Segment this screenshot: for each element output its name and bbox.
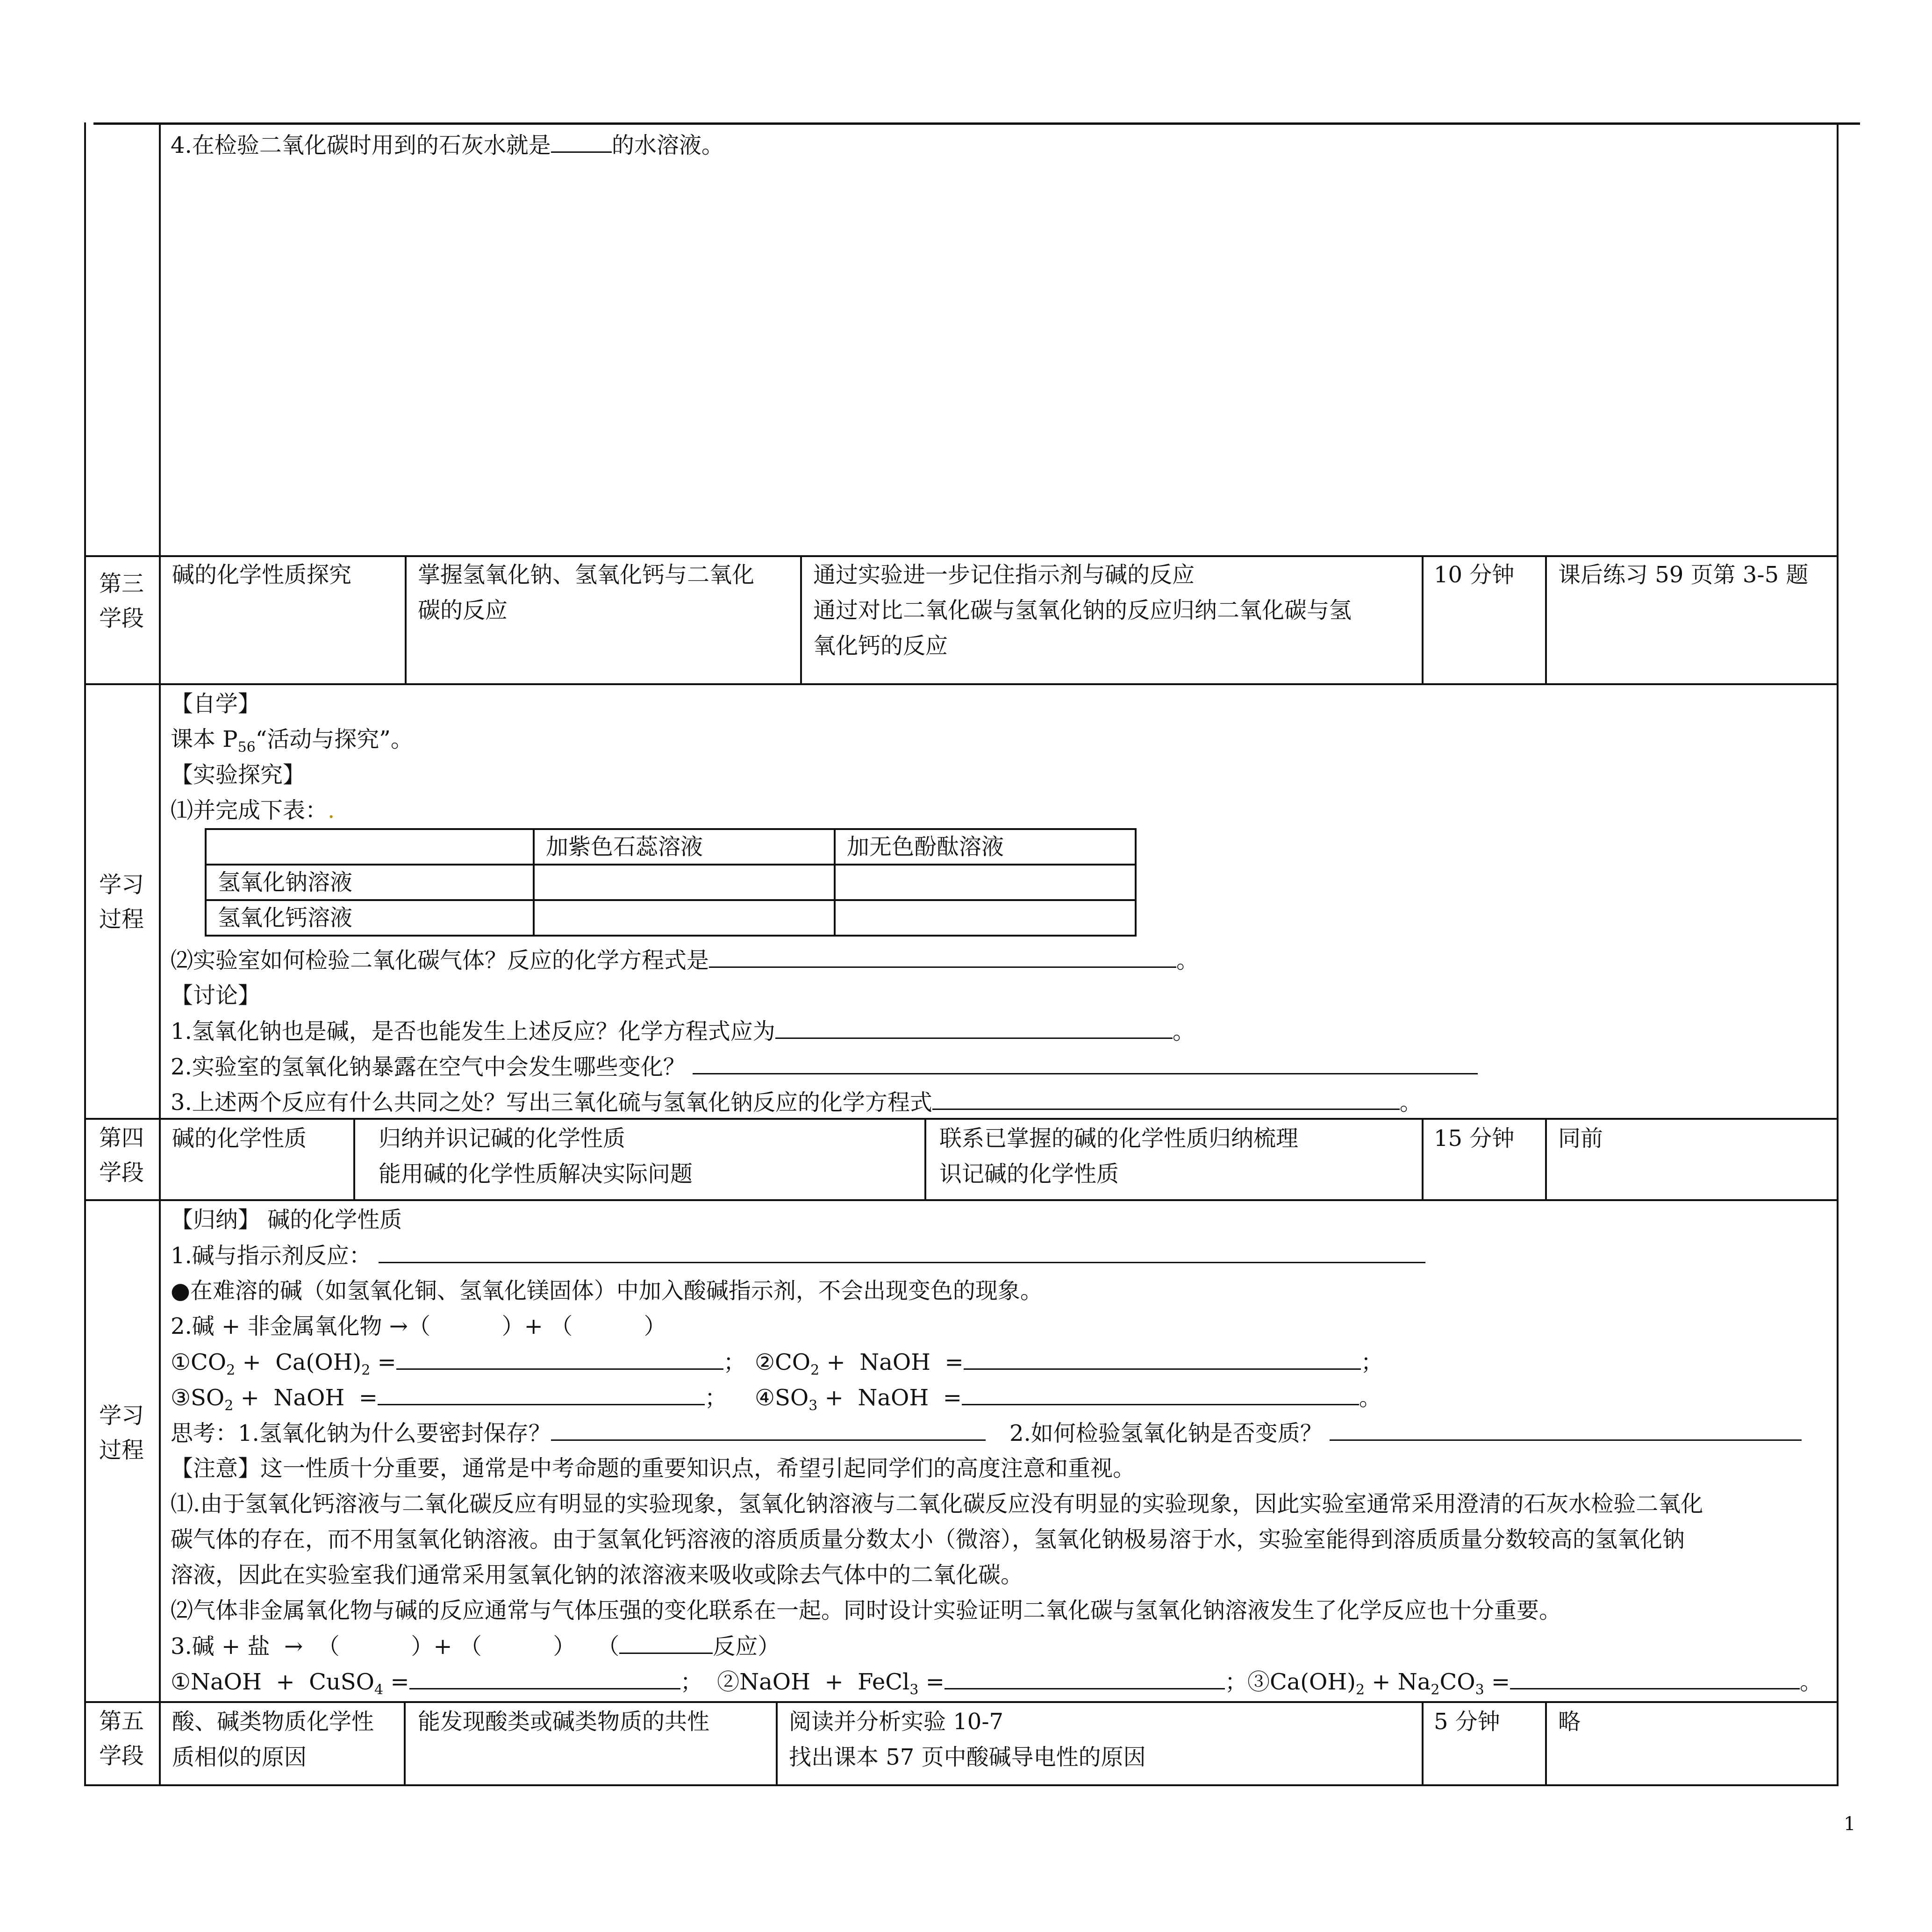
answer-blank[interactable] <box>709 942 1176 968</box>
answer-blank[interactable] <box>693 1049 1478 1074</box>
discussion-2: 2.实验室的氢氧化钠暴露在空气中会发生哪些变化？ <box>171 1049 1478 1085</box>
process-1-label: 学习 过程 <box>99 872 144 932</box>
stage-3-label: 第三 学段 <box>99 571 144 631</box>
stage-3-time: 10 分钟 <box>1434 562 1515 588</box>
stage-3-goal-line1: 掌握氢氧化钠、氢氧化钙与二氧化 <box>418 562 755 588</box>
experiment-heading: 【实验探究】 <box>171 762 306 788</box>
stage-5-label: 第五 学段 <box>99 1708 144 1769</box>
row-divider <box>84 1199 1839 1201</box>
stage-5-homework: 略 <box>1558 1709 1581 1735</box>
stage-5-goal: 能发现酸类或碱类物质的共性 <box>418 1709 710 1735</box>
col-divider <box>1422 1701 1424 1785</box>
equation-2: $②CO_2$ + NaOH = ； <box>755 1344 1383 1388</box>
col-divider <box>404 1701 406 1785</box>
summary-heading: 【归纳】 碱的化学性质 <box>171 1207 402 1233</box>
answer-blank[interactable] <box>619 1628 713 1654</box>
row-divider <box>84 1701 1839 1703</box>
table-row <box>206 865 1136 900</box>
property-2: 2.碱 + 非金属氧化物 →（ ）+ （ ） <box>171 1313 666 1339</box>
stage-3-topic: 碱的化学性质探究 <box>172 562 352 588</box>
stage-4-topic: 碱的化学性质 <box>172 1125 307 1152</box>
row-divider <box>84 683 1839 685</box>
think-question-2: 2.如何检验氢氧化钠是否变质？ <box>1009 1415 1802 1451</box>
col-divider <box>1422 555 1424 684</box>
col-divider <box>1545 1701 1547 1785</box>
table-row-label: 氢氧化钙溶液 <box>206 900 534 936</box>
salt-equations: ①NaOH + CuSO$_4$ = ； ②NaOH + FeCl$_3$ = ；$③Ca(OH)_2 + Na_2CO_3$ = 。 <box>171 1664 1822 1708</box>
stage-5-method-line1: 阅读并分析实验 10-7 <box>789 1709 1004 1735</box>
stage-3-method-line3: 氧化钙的反应 <box>813 633 948 659</box>
col-divider <box>776 1701 778 1785</box>
discussion-3: 3.上述两个反应有什么共同之处？写出三氧化硫与氢氧化钠反应的化学方程式 。 <box>171 1084 1422 1120</box>
table-right-border <box>1837 122 1839 1786</box>
note-2: ⑵气体非金属氧化物与碱的反应通常与气体压强的变化联系在一起。同时设计实验证明二氧化碳与氢氧化钠溶液发生了化学反应也十分重要。 <box>171 1597 1562 1624</box>
textbook-reference: 课本 $P_{56}“$活动与探究”。 <box>171 726 413 756</box>
note-1-line1: ⑴.由于氢氧化钙溶液与二氧化碳反应有明显的实验现象，氢氧化钠溶液与二氧化碳反应没有明显的实验现象，因此实验室通常采用澄清的石灰水检验二氧化 <box>171 1491 1703 1517</box>
table-cell[interactable] <box>534 900 835 936</box>
note-1-line3: 溶液，因此在实验室我们通常采用氢氧化钠的浓溶液来吸收或除去气体中的二氧化碳。 <box>171 1562 1023 1588</box>
page-number: 1 <box>1844 1813 1856 1835</box>
answer-blank[interactable] <box>409 1664 680 1689</box>
property-1: 1.碱与指示剂反应： <box>171 1238 1425 1274</box>
equation-3: $③SO_2$ + NaOH = ； <box>171 1380 727 1424</box>
note-1-line2: 碳气体的存在，而不用氢氧化钠溶液。由于氢氧化钙溶液的溶质质量分数太小（微溶），氢氧化钠极易溶于水，实验室能得到溶质质量分数较高的氢氧化钠 <box>171 1526 1685 1553</box>
stage-3-method-line1: 通过实验进一步记住指示剂与碱的反应 <box>813 562 1195 588</box>
table-header-cell: 加无色酚酞溶液 <box>835 829 1136 865</box>
table-cell <box>206 829 534 865</box>
stage-3-method-line2: 通过对比二氧化碳与氢氧化钠的反应归纳二氧化碳与氢 <box>813 597 1352 623</box>
table-bottom-border <box>84 1784 1839 1786</box>
table-cell[interactable] <box>835 865 1136 900</box>
table-cell[interactable] <box>534 865 835 900</box>
row-divider <box>84 1118 1839 1120</box>
col-divider <box>1545 1118 1547 1200</box>
answer-blank[interactable] <box>775 1013 1173 1039</box>
stage-column-divider <box>159 122 161 1786</box>
answer-blank[interactable] <box>932 1084 1400 1110</box>
col-divider <box>800 555 802 684</box>
stage-4-time: 15 分钟 <box>1434 1125 1515 1152</box>
answer-blank[interactable] <box>964 1344 1361 1370</box>
stage-4-goal-line1: 归纳并识记碱的化学性质 <box>379 1125 626 1152</box>
table-left-border <box>84 122 86 1786</box>
question-1: ⑴并完成下表：. <box>171 797 335 823</box>
stage-5-topic-line2: 质相似的原因 <box>172 1744 307 1770</box>
attention-note: 【注意】这一性质十分重要，通常是中考命题的重要知识点，希望引起同学们的高度注意和重视。 <box>171 1455 1136 1481</box>
stage-5-method-line2: 找出课本 57 页中酸碱导电性的原因 <box>789 1744 1146 1770</box>
answer-blank[interactable] <box>551 1415 986 1441</box>
answer-blank[interactable] <box>1330 1415 1802 1441</box>
table-cell[interactable] <box>835 900 1136 936</box>
answer-blank[interactable] <box>945 1664 1225 1689</box>
table-row-label: 氢氧化钠溶液 <box>206 865 534 900</box>
discussion-1: 1.氢氧化钠也是碱，是否也能发生上述反应？化学方程式应为 。 <box>171 1013 1195 1049</box>
equation-4: $④SO_3$ + NaOH = 。 <box>755 1380 1381 1424</box>
stage-4-goal-line2: 能用碱的化学性质解决实际问题 <box>379 1161 693 1187</box>
property-1-note: ●在难溶的碱（如氢氧化铜、氢氧化镁固体）中加入酸碱指示剂，不会出现变色的现象。 <box>171 1278 1043 1304</box>
question-4: 4.在检验二氧化碳时用到的石灰水就是 的水溶液。 <box>171 127 724 163</box>
stage-3-goal-line2: 碳的反应 <box>418 597 508 623</box>
answer-blank[interactable] <box>396 1344 723 1370</box>
property-3: 3.碱 + 盐 → （ ）+ （ ） （ 反应） <box>171 1628 780 1664</box>
answer-blank[interactable] <box>962 1380 1359 1405</box>
stage-4-homework: 同前 <box>1558 1125 1603 1152</box>
answer-blank[interactable] <box>379 1238 1425 1263</box>
think-question-1: 思考：1.氢氧化钠为什么要密封保存？ <box>171 1415 986 1451</box>
stage-5-time: 5 分钟 <box>1434 1709 1500 1735</box>
table-header-cell: 加紫色石蕊溶液 <box>534 829 835 865</box>
answer-blank[interactable] <box>378 1380 705 1405</box>
discussion-heading: 【讨论】 <box>171 982 261 1009</box>
stage-4-label: 第四 学段 <box>99 1125 144 1186</box>
stage-4-method-line1: 联系已掌握的碱的化学性质归纳梳理 <box>939 1125 1299 1152</box>
top-rule <box>93 122 1860 125</box>
question-2: ⑵实验室如何检验二氧化碳气体？反应的化学方程式是 。 <box>171 942 1199 978</box>
table-header-row <box>206 829 1136 865</box>
stage-3-homework: 课后练习 59 页第 3-5 题 <box>1558 562 1809 588</box>
equation-1: $①CO_2 + Ca(OH)_2$ = ； <box>171 1344 746 1388</box>
col-divider <box>353 1118 355 1200</box>
col-divider <box>405 555 407 684</box>
process-2-label: 学习 过程 <box>99 1402 144 1463</box>
indicator-table <box>205 828 1137 937</box>
col-divider <box>1422 1118 1424 1200</box>
table-row <box>206 900 1136 936</box>
col-divider <box>1545 555 1547 684</box>
answer-blank[interactable] <box>1510 1664 1800 1689</box>
col-divider <box>924 1118 926 1200</box>
self-study-heading: 【自学】 <box>171 691 261 717</box>
stage-4-method-line2: 识记碱的化学性质 <box>939 1161 1119 1187</box>
stage-5-topic-line1: 酸、碱类物质化学性 <box>172 1709 374 1735</box>
